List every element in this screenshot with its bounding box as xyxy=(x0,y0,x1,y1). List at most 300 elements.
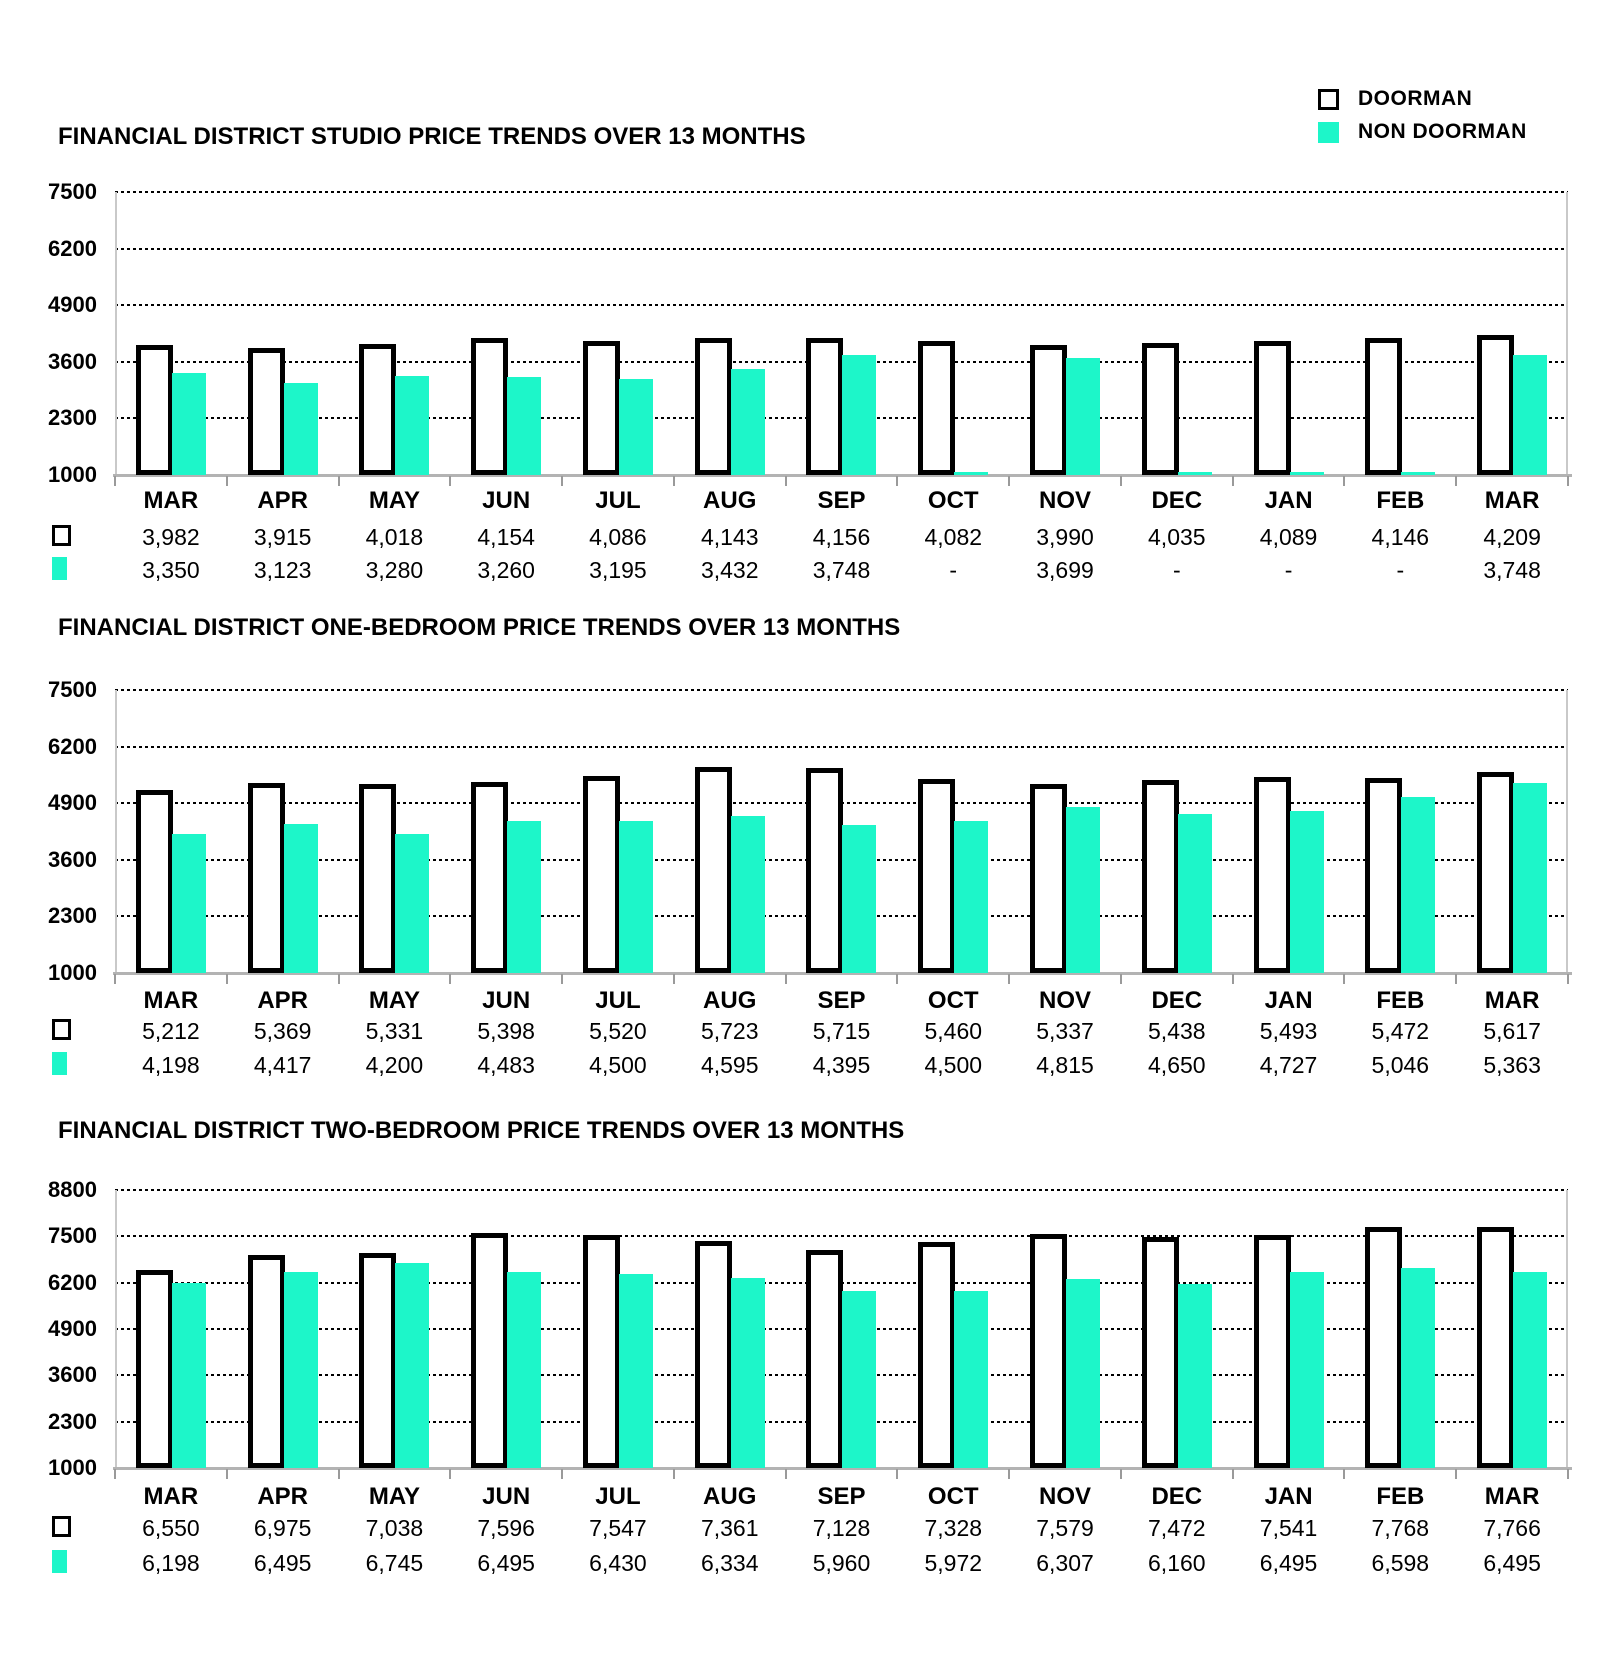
months-row xyxy=(115,1483,1568,1511)
non-doorman-bar xyxy=(619,1274,653,1468)
doorman-value: 5,212 xyxy=(142,1018,200,1044)
x-axis-tick xyxy=(114,476,116,486)
bar-group-oct xyxy=(897,192,1009,475)
doorman-bar xyxy=(248,348,285,475)
month-label: MAR xyxy=(143,487,199,514)
y-axis-tick-label: 4900 xyxy=(48,1316,97,1341)
doorman-value: 5,438 xyxy=(1148,1018,1206,1044)
month-label: JUL xyxy=(595,1483,641,1510)
month-label: APR xyxy=(257,1483,308,1510)
non-doorman-bar xyxy=(395,376,429,475)
non-doorman-swatch-icon xyxy=(1318,122,1339,143)
non-doorman-values-row xyxy=(115,1052,1568,1079)
non-doorman-value: 4,417 xyxy=(253,1052,312,1078)
non-doorman-bar xyxy=(172,1283,206,1468)
non-doorman-value: - xyxy=(1284,557,1293,583)
bar-group-mar xyxy=(115,192,227,475)
non-doorman-row-swatch-icon xyxy=(52,1052,67,1075)
non-doorman-bar xyxy=(395,1263,429,1468)
non-doorman-value: - xyxy=(1172,557,1181,583)
doorman-value: 4,143 xyxy=(700,524,759,550)
doorman-value: 5,331 xyxy=(365,1018,424,1044)
x-axis-tick xyxy=(1232,1469,1234,1479)
bar-group-nov xyxy=(1009,690,1121,973)
non-doorman-bar xyxy=(954,821,988,973)
x-axis-tick xyxy=(896,974,898,984)
non-doorman-value: 6,745 xyxy=(365,1550,424,1576)
x-axis-tick xyxy=(226,1469,228,1479)
doorman-bar xyxy=(1254,1235,1291,1468)
non-doorman-values-row xyxy=(115,557,1568,584)
doorman-bar xyxy=(583,341,620,475)
non-doorman-bar xyxy=(954,1291,988,1468)
doorman-bar xyxy=(136,790,173,973)
doorman-bar xyxy=(471,1233,508,1468)
plot-area xyxy=(48,179,1568,487)
bar-group-may xyxy=(339,192,451,475)
non-doorman-bar xyxy=(842,825,876,973)
x-axis-tick xyxy=(1567,974,1569,984)
non-doorman-row-swatch-icon xyxy=(52,557,67,580)
non-doorman-bar xyxy=(1066,358,1100,476)
non-doorman-value: 3,350 xyxy=(142,557,200,583)
non-doorman-bar xyxy=(284,383,318,475)
x-axis-tick xyxy=(338,974,340,984)
x-axis-tick xyxy=(226,974,228,984)
non-doorman-bar xyxy=(1066,807,1100,973)
month-label: FEB xyxy=(1376,487,1425,514)
doorman-value: 7,328 xyxy=(924,1515,983,1541)
month-label: JAN xyxy=(1264,487,1313,514)
doorman-value: 4,154 xyxy=(477,524,535,550)
doorman-bar xyxy=(1254,341,1291,475)
non-doorman-value: 6,495 xyxy=(1259,1550,1318,1576)
y-axis-tick-label: 2300 xyxy=(48,1408,97,1434)
month-label: JUL xyxy=(595,987,641,1014)
non-doorman-value: 4,200 xyxy=(365,1052,424,1078)
non-doorman-row-swatch-icon xyxy=(52,1550,67,1573)
non-doorman-bar xyxy=(395,834,429,973)
doorman-value: 5,398 xyxy=(477,1018,535,1044)
month-label: JUN xyxy=(482,487,531,514)
bar-group-sep xyxy=(786,192,898,475)
legend-label-non-doorman: NON DOORMAN xyxy=(1358,120,1527,143)
doorman-bar xyxy=(1365,338,1402,475)
x-axis-tick xyxy=(785,1469,787,1479)
x-axis-tick xyxy=(561,476,563,486)
chart-title-one-bedroom: FINANCIAL DISTRICT ONE-BEDROOM PRICE TRENDS OVER 13 MONTHS xyxy=(58,614,901,641)
x-axis-tick xyxy=(896,1469,898,1479)
bar-group-jan xyxy=(1233,1190,1345,1468)
x-axis-tick xyxy=(1455,476,1457,486)
non-doorman-value: 3,260 xyxy=(477,557,535,583)
doorman-bar xyxy=(248,1255,285,1468)
chart-title-two-bedroom: FINANCIAL DISTRICT TWO-BEDROOM PRICE TRENDS OVER 13 MONTHS xyxy=(58,1117,905,1144)
bar-group-feb xyxy=(1344,690,1456,973)
non-doorman-value: 6,430 xyxy=(589,1550,647,1576)
bar-group-jun xyxy=(450,192,562,475)
doorman-bar xyxy=(918,1242,955,1468)
doorman-value: 4,018 xyxy=(365,524,424,550)
x-axis-tick xyxy=(673,974,675,984)
non-doorman-value: 4,198 xyxy=(142,1052,200,1078)
non-doorman-value: 6,495 xyxy=(477,1550,535,1576)
bar-group-mar xyxy=(1456,1190,1568,1468)
non-doorman-bar xyxy=(731,1278,765,1468)
doorman-bar xyxy=(471,782,508,973)
x-axis-tick xyxy=(1008,1469,1010,1479)
doorman-value: 7,361 xyxy=(700,1515,759,1541)
doorman-value: 4,035 xyxy=(1148,524,1206,550)
doorman-value: 5,460 xyxy=(924,1018,983,1044)
bar-group-jun xyxy=(450,1190,562,1468)
month-label: JUL xyxy=(595,487,641,514)
doorman-bar xyxy=(136,1270,173,1468)
doorman-value: 5,715 xyxy=(812,1018,871,1044)
x-axis-tick xyxy=(1120,476,1122,486)
non-doorman-value: 5,960 xyxy=(812,1550,871,1576)
plot-area xyxy=(48,677,1568,985)
non-doorman-bar xyxy=(1066,1279,1100,1468)
non-doorman-bar xyxy=(619,821,653,973)
non-doorman-value: 5,046 xyxy=(1371,1052,1430,1078)
doorman-value: 4,086 xyxy=(589,524,647,550)
non-doorman-bar xyxy=(284,824,318,973)
month-label: SEP xyxy=(817,987,866,1014)
doorman-value: 7,766 xyxy=(1483,1515,1541,1541)
doorman-value: 3,982 xyxy=(142,524,200,550)
doorman-values-row xyxy=(115,524,1568,551)
doorman-bar xyxy=(1142,780,1179,973)
y-axis-tick-label: 6200 xyxy=(48,235,97,261)
y-axis-tick-label: 6200 xyxy=(48,1269,97,1295)
doorman-bar xyxy=(583,776,620,973)
y-axis-tick-label: 3600 xyxy=(48,1362,97,1388)
bar-group-nov xyxy=(1009,192,1121,475)
doorman-value: 7,038 xyxy=(365,1515,424,1541)
month-label: NOV xyxy=(1039,987,1092,1014)
doorman-value: 6,975 xyxy=(253,1515,312,1541)
month-label: MAR xyxy=(1484,987,1540,1014)
month-label: JAN xyxy=(1264,1483,1313,1510)
bar-group-aug xyxy=(674,690,786,973)
month-label: FEB xyxy=(1376,987,1425,1014)
doorman-bar xyxy=(1477,335,1514,475)
bar-group-nov xyxy=(1009,1190,1121,1468)
x-axis-tick xyxy=(338,1469,340,1479)
doorman-value: 7,128 xyxy=(812,1515,871,1541)
doorman-bar xyxy=(1365,1227,1402,1468)
bar-group-oct xyxy=(897,690,1009,973)
bar-group-oct xyxy=(897,1190,1009,1468)
non-doorman-bar xyxy=(1178,814,1212,973)
doorman-value: 4,156 xyxy=(812,524,871,550)
doorman-value: 5,493 xyxy=(1259,1018,1318,1044)
y-axis-tick-label: 1000 xyxy=(48,960,97,985)
non-doorman-value: 4,500 xyxy=(589,1052,647,1078)
month-label: SEP xyxy=(817,487,866,514)
doorman-value: 4,089 xyxy=(1259,524,1318,550)
bar-group-mar xyxy=(115,690,227,973)
non-doorman-bar xyxy=(1513,783,1547,973)
doorman-bar xyxy=(918,779,955,973)
non-doorman-value: 6,198 xyxy=(142,1550,200,1576)
y-axis-tick-label: 7500 xyxy=(48,1223,97,1249)
x-axis-tick xyxy=(449,974,451,984)
bar-group-mar xyxy=(1456,192,1568,475)
doorman-value: 3,990 xyxy=(1036,524,1094,550)
doorman-bar xyxy=(1142,1237,1179,1468)
y-axis-tick-label: 3600 xyxy=(48,846,97,872)
doorman-swatch-icon xyxy=(1318,89,1339,110)
plot-area xyxy=(48,1177,1568,1480)
non-doorman-value: 6,160 xyxy=(1148,1550,1206,1576)
x-axis-tick xyxy=(1232,476,1234,486)
non-doorman-value: 5,363 xyxy=(1483,1052,1541,1078)
y-axis-tick-label: 7500 xyxy=(48,179,97,204)
doorman-bar xyxy=(1030,345,1067,475)
doorman-bar xyxy=(471,338,508,475)
doorman-value: 7,472 xyxy=(1148,1515,1206,1541)
bar-group-feb xyxy=(1344,192,1456,475)
non-doorman-bar xyxy=(1290,1272,1324,1468)
non-doorman-value: 4,650 xyxy=(1148,1052,1206,1078)
non-doorman-bar xyxy=(842,1291,876,1468)
non-doorman-bar xyxy=(1401,797,1435,973)
doorman-bar xyxy=(359,784,396,973)
doorman-bar xyxy=(1477,1227,1514,1468)
non-doorman-value: 3,280 xyxy=(365,557,424,583)
bar-group-jan xyxy=(1233,192,1345,475)
month-label: DEC xyxy=(1151,1483,1203,1510)
doorman-bar xyxy=(1477,772,1514,973)
chart-title-studio: FINANCIAL DISTRICT STUDIO PRICE TRENDS OVER 13 MONTHS xyxy=(58,123,806,150)
bar-group-mar xyxy=(115,1190,227,1468)
doorman-bar xyxy=(918,341,955,475)
x-axis-tick xyxy=(449,476,451,486)
x-axis-tick xyxy=(896,476,898,486)
doorman-values-row xyxy=(115,1018,1568,1045)
doorman-bar xyxy=(1030,784,1067,973)
month-label: OCT xyxy=(927,987,979,1014)
doorman-value: 5,723 xyxy=(700,1018,759,1044)
month-label: DEC xyxy=(1151,487,1203,514)
y-axis-tick-label: 2300 xyxy=(48,405,97,431)
bar-group-apr xyxy=(227,1190,339,1468)
non-doorman-bar xyxy=(1513,355,1547,475)
month-label: JUN xyxy=(482,1483,531,1510)
bar-group-may xyxy=(339,690,451,973)
non-doorman-bar xyxy=(1513,1272,1547,1468)
bar-group-mar xyxy=(1456,690,1568,973)
doorman-bar xyxy=(695,338,732,475)
non-doorman-value: 3,699 xyxy=(1036,557,1094,583)
non-doorman-value: 4,483 xyxy=(477,1052,535,1078)
non-doorman-bar xyxy=(1178,472,1212,475)
bar-group-sep xyxy=(786,1190,898,1468)
doorman-value: 7,579 xyxy=(1036,1515,1094,1541)
bar-group-jul xyxy=(562,690,674,973)
y-axis-tick-label: 6200 xyxy=(48,733,97,759)
month-label: MAY xyxy=(368,487,420,514)
non-doorman-bar xyxy=(1290,472,1324,475)
non-doorman-bar xyxy=(507,377,541,475)
month-label: APR xyxy=(257,987,308,1014)
month-label: JAN xyxy=(1264,987,1313,1014)
doorman-bar xyxy=(583,1235,620,1468)
non-doorman-bar xyxy=(172,834,206,973)
doorman-row-swatch-icon xyxy=(52,525,71,546)
non-doorman-value: 6,307 xyxy=(1036,1550,1094,1576)
y-axis-tick-label: 2300 xyxy=(48,903,97,929)
month-label: AUG xyxy=(703,987,757,1014)
non-doorman-value: 6,598 xyxy=(1371,1550,1430,1576)
x-axis-tick xyxy=(226,476,228,486)
x-axis-tick xyxy=(449,1469,451,1479)
x-axis-tick xyxy=(1120,974,1122,984)
month-label: OCT xyxy=(927,1483,979,1510)
month-label: MAY xyxy=(368,1483,420,1510)
bar-group-dec xyxy=(1121,192,1233,475)
non-doorman-value: 3,195 xyxy=(589,557,647,583)
non-doorman-value: 4,727 xyxy=(1259,1052,1318,1078)
bar-group-apr xyxy=(227,192,339,475)
non-doorman-bar xyxy=(507,1272,541,1468)
month-label: MAY xyxy=(368,987,420,1014)
non-doorman-value: 4,395 xyxy=(812,1052,871,1078)
doorman-row-swatch-icon xyxy=(52,1019,71,1040)
bar-group-jan xyxy=(1233,690,1345,973)
month-label: SEP xyxy=(817,1483,866,1510)
month-label: APR xyxy=(257,487,308,514)
non-doorman-value: 3,123 xyxy=(253,557,312,583)
doorman-value: 4,146 xyxy=(1371,524,1430,550)
months-row xyxy=(115,487,1568,515)
month-label: FEB xyxy=(1376,1483,1425,1510)
doorman-bar xyxy=(359,344,396,475)
x-axis-tick xyxy=(1455,974,1457,984)
x-axis-tick xyxy=(1567,1469,1569,1479)
month-label: JUN xyxy=(482,987,531,1014)
x-axis-tick xyxy=(1567,476,1569,486)
non-doorman-bar xyxy=(1290,811,1324,973)
non-doorman-value: 6,495 xyxy=(253,1550,312,1576)
x-axis-tick xyxy=(561,974,563,984)
doorman-value: 7,768 xyxy=(1371,1515,1430,1541)
non-doorman-bar xyxy=(954,472,988,475)
bar-group-aug xyxy=(674,192,786,475)
y-axis-tick-label: 1000 xyxy=(48,462,97,487)
doorman-bar xyxy=(359,1253,396,1468)
bar-group-jun xyxy=(450,690,562,973)
doorman-value: 5,337 xyxy=(1036,1018,1094,1044)
x-axis-tick xyxy=(561,1469,563,1479)
x-axis-tick xyxy=(1343,476,1345,486)
non-doorman-value: - xyxy=(949,557,958,583)
month-label: MAR xyxy=(143,987,199,1014)
month-label: NOV xyxy=(1039,1483,1092,1510)
month-label: NOV xyxy=(1039,487,1092,514)
doorman-value: 3,915 xyxy=(253,524,312,550)
non-doorman-value: 4,500 xyxy=(924,1052,983,1078)
bar-group-aug xyxy=(674,1190,786,1468)
non-doorman-value: 4,595 xyxy=(700,1052,759,1078)
non-doorman-value: 3,748 xyxy=(812,557,871,583)
doorman-bar xyxy=(695,1241,732,1468)
non-doorman-value: - xyxy=(1396,557,1405,583)
month-label: MAR xyxy=(1484,487,1540,514)
doorman-bar xyxy=(1142,343,1179,475)
y-axis-tick-label: 3600 xyxy=(48,348,97,374)
month-label: MAR xyxy=(1484,1483,1540,1510)
x-axis-tick xyxy=(338,476,340,486)
bar-group-may xyxy=(339,1190,451,1468)
month-label: DEC xyxy=(1151,987,1203,1014)
bar-group-jul xyxy=(562,192,674,475)
months-row xyxy=(115,987,1568,1015)
non-doorman-values-row xyxy=(115,1550,1568,1577)
legend-item-doorman xyxy=(1318,86,1527,112)
non-doorman-bar xyxy=(731,816,765,973)
doorman-bar xyxy=(695,767,732,973)
y-axis-tick-label: 4900 xyxy=(48,292,97,318)
x-axis-tick xyxy=(673,1469,675,1479)
non-doorman-bar xyxy=(619,379,653,475)
y-axis-tick-label: 8800 xyxy=(48,1177,97,1202)
month-label: OCT xyxy=(927,487,979,514)
x-axis-tick xyxy=(1008,476,1010,486)
x-axis-tick xyxy=(1343,1469,1345,1479)
doorman-row-swatch-icon xyxy=(52,1516,71,1537)
non-doorman-bar xyxy=(507,821,541,973)
bar-group-dec xyxy=(1121,690,1233,973)
doorman-bar xyxy=(1030,1234,1067,1468)
non-doorman-value: 4,815 xyxy=(1036,1052,1094,1078)
doorman-bar xyxy=(806,1250,843,1468)
non-doorman-bar xyxy=(1178,1284,1212,1468)
non-doorman-value: 3,432 xyxy=(700,557,759,583)
doorman-value: 4,082 xyxy=(924,524,983,550)
doorman-bar xyxy=(1254,777,1291,973)
non-doorman-bar xyxy=(731,369,765,475)
x-axis-tick xyxy=(1343,974,1345,984)
doorman-value: 5,369 xyxy=(253,1018,312,1044)
doorman-values-row xyxy=(115,1515,1568,1542)
doorman-value: 6,550 xyxy=(142,1515,200,1541)
doorman-value: 7,547 xyxy=(589,1515,647,1541)
doorman-value: 7,541 xyxy=(1259,1515,1318,1541)
doorman-bar xyxy=(1365,778,1402,973)
legend xyxy=(1318,86,1527,152)
non-doorman-value: 5,972 xyxy=(924,1550,983,1576)
y-axis-tick-label: 4900 xyxy=(48,790,97,816)
bar-group-jul xyxy=(562,1190,674,1468)
doorman-value: 4,209 xyxy=(1483,524,1541,550)
non-doorman-bar xyxy=(1401,472,1435,475)
legend-item-non-doorman xyxy=(1318,119,1527,145)
doorman-bar xyxy=(248,783,285,973)
x-axis-tick xyxy=(785,476,787,486)
doorman-value: 5,520 xyxy=(589,1018,647,1044)
x-axis-tick xyxy=(673,476,675,486)
y-axis-tick-label: 1000 xyxy=(48,1455,97,1480)
x-axis-tick xyxy=(1455,1469,1457,1479)
non-doorman-value: 6,495 xyxy=(1483,1550,1541,1576)
doorman-bar xyxy=(806,338,843,475)
non-doorman-value: 3,748 xyxy=(1483,557,1541,583)
month-label: MAR xyxy=(143,1483,199,1510)
non-doorman-bar xyxy=(842,355,876,475)
